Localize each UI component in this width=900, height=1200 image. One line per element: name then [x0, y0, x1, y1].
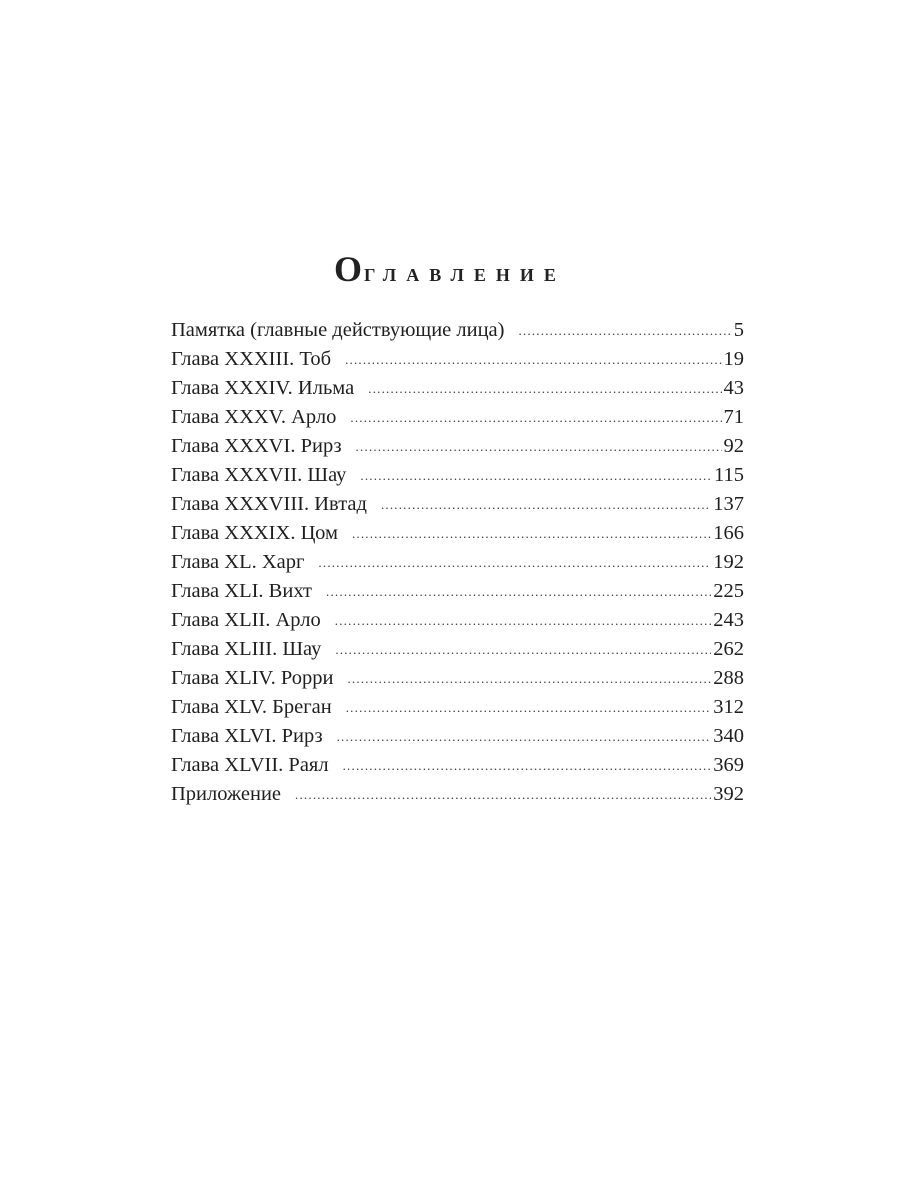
toc-entry-label: Глава XXXIX. Цом [171, 522, 338, 544]
toc-entry-page: 115 [714, 464, 744, 486]
toc-leader-dots [519, 316, 732, 345]
toc-entry[interactable] [171, 519, 744, 548]
page-title-rest: главление [364, 260, 566, 287]
toc-entry-page: 192 [713, 551, 744, 573]
toc-entry-page: 392 [713, 783, 744, 805]
toc-entry-label: Глава XXXVI. Рирз [171, 435, 342, 457]
toc-leader-dots [346, 693, 712, 722]
toc-entry-label: Глава XXXIII. Тоб [171, 348, 332, 370]
toc-entry[interactable] [171, 577, 744, 606]
toc-entry[interactable] [171, 374, 744, 403]
page-title-initial: О [334, 249, 365, 289]
toc-entry-label: Глава XXXVIII. Ивтад [171, 493, 367, 515]
table-of-contents [171, 316, 744, 809]
toc-entry-label: Памятка (главные действующие лица) [171, 319, 505, 341]
toc-entry[interactable] [171, 461, 744, 490]
toc-entry-label: Глава XXXVII. Шау [171, 464, 347, 486]
toc-entry-page: 369 [713, 754, 744, 776]
toc-leader-dots [335, 635, 711, 664]
toc-entry-label: Глава XL. Харг [171, 551, 305, 573]
toc-entry[interactable] [171, 751, 744, 780]
toc-entry-label: Глава XLIII. Шау [171, 638, 322, 660]
toc-entry[interactable] [171, 693, 744, 722]
toc-entry-page: 262 [713, 638, 744, 660]
toc-entry[interactable] [171, 664, 744, 693]
toc-leader-dots [318, 548, 711, 577]
toc-leader-dots [343, 751, 712, 780]
toc-leader-dots [368, 374, 721, 403]
toc-entry-label: Глава XLV. Бреган [171, 696, 332, 718]
toc-entry-label: Глава XLII. Арло [171, 609, 321, 631]
toc-entry[interactable] [171, 722, 744, 751]
toc-entry-page: 312 [713, 696, 744, 718]
toc-leader-dots [356, 432, 722, 461]
toc-entry-page: 5 [733, 319, 744, 341]
toc-entry[interactable] [171, 316, 744, 345]
toc-leader-dots [295, 780, 711, 809]
toc-entry-label: Глава XLVI. Рирз [171, 725, 323, 747]
toc-entry-page: 19 [723, 348, 744, 370]
toc-entry-page: 288 [713, 667, 744, 689]
toc-leader-dots [381, 490, 711, 519]
toc-entry-page: 137 [713, 493, 744, 515]
toc-entry-label: Глава XLIV. Рорри [171, 667, 334, 689]
toc-entry[interactable] [171, 606, 744, 635]
toc-entry-label: Приложение [171, 783, 282, 805]
toc-leader-dots [360, 461, 712, 490]
toc-entry[interactable] [171, 432, 744, 461]
toc-leader-dots [335, 606, 711, 635]
toc-entry-page: 71 [723, 406, 744, 428]
toc-leader-dots [337, 722, 712, 751]
toc-leader-dots [352, 519, 711, 548]
toc-entry-page: 43 [723, 377, 744, 399]
toc-entry-page: 225 [713, 580, 744, 602]
toc-entry[interactable] [171, 345, 744, 374]
toc-entry-label: Глава XXXV. Арло [171, 406, 337, 428]
toc-leader-dots [347, 664, 711, 693]
toc-entry-page: 92 [723, 435, 744, 457]
toc-leader-dots [326, 577, 711, 606]
toc-entry-label: Глава XLVII. Раял [171, 754, 329, 776]
toc-entry[interactable] [171, 635, 744, 664]
toc-entry-page: 340 [713, 725, 744, 747]
toc-entry[interactable] [171, 780, 744, 809]
toc-entry-label: Глава XXXIV. Ильма [171, 377, 355, 399]
toc-leader-dots [345, 345, 721, 374]
toc-entry-page: 166 [713, 522, 744, 544]
toc-entry-label: Глава XLI. Вихт [171, 580, 313, 602]
toc-leader-dots [350, 403, 721, 432]
toc-entry[interactable] [171, 548, 744, 577]
toc-entry[interactable] [171, 403, 744, 432]
page-title [0, 248, 900, 290]
toc-entry-page: 243 [713, 609, 744, 631]
toc-entry[interactable] [171, 490, 744, 519]
